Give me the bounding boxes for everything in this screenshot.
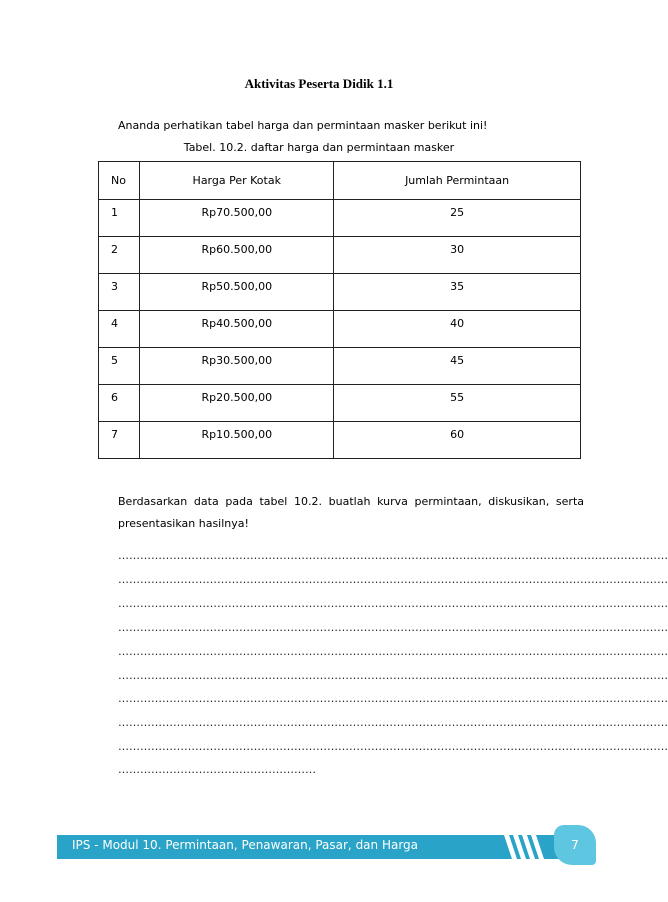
cell-price: Rp40.500,00 [140, 311, 334, 348]
cell-quantity: 30 [334, 237, 581, 274]
table-row [99, 385, 581, 422]
answer-line-short: ……………………………………………… [118, 763, 316, 776]
intro-text: Ananda perhatikan tabel harga dan permintaan masker berikut ini! [118, 119, 488, 132]
price-demand-table [98, 161, 581, 459]
cell-quantity: 35 [334, 274, 581, 311]
page-number: 7 [554, 825, 596, 865]
answer-line: …………………………………………………………………………………………………………………………………… [118, 645, 668, 658]
footer-stripes-icon [502, 827, 554, 863]
task-instruction: Berdasarkan data pada tabel 10.2. buatlah kurva permintaan, diskusikan, serta presentasikan hasilnya! [118, 495, 584, 530]
column-header-quantity: Jumlah Permintaan [334, 162, 581, 200]
cell-quantity: 40 [334, 311, 581, 348]
column-header-no: No [99, 162, 140, 200]
cell-price: Rp30.500,00 [140, 348, 334, 385]
cell-no: 5 [99, 348, 140, 385]
answer-line: …………………………………………………………………………………………………………………………………… [118, 716, 668, 729]
cell-no: 7 [99, 422, 140, 459]
answer-line: …………………………………………………………………………………………………………………………………… [118, 597, 668, 610]
answer-line: …………………………………………………………………………………………………………………………………… [118, 740, 668, 753]
cell-quantity: 55 [334, 385, 581, 422]
cell-price: Rp20.500,00 [140, 385, 334, 422]
cell-quantity: 45 [334, 348, 581, 385]
cell-no: 1 [99, 200, 140, 237]
cell-price: Rp50.500,00 [140, 274, 334, 311]
cell-price: Rp70.500,00 [140, 200, 334, 237]
answer-line: …………………………………………………………………………………………………………………………………… [118, 692, 668, 705]
cell-no: 3 [99, 274, 140, 311]
activity-title: Aktivitas Peserta Didik 1.1 [244, 76, 394, 91]
table-row [99, 200, 581, 237]
table-row [99, 274, 581, 311]
table-row [99, 348, 581, 385]
cell-price: Rp60.500,00 [140, 237, 334, 274]
footer-module-title: IPS - Modul 10. Permintaan, Penawaran, Pasar, dan Harga [72, 838, 419, 852]
table-header-row [99, 162, 581, 200]
table-row [99, 311, 581, 348]
cell-no: 2 [99, 237, 140, 274]
cell-price: Rp10.500,00 [140, 422, 334, 459]
table-row [99, 422, 581, 459]
table-row [99, 237, 581, 274]
answer-line: …………………………………………………………………………………………………………………………………… [118, 573, 668, 586]
cell-quantity: 25 [334, 200, 581, 237]
table-caption: Tabel. 10.2. daftar harga dan permintaan masker [183, 141, 455, 154]
column-header-price: Harga Per Kotak [140, 162, 334, 200]
answer-line: …………………………………………………………………………………………………………………………………… [118, 621, 668, 634]
cell-quantity: 60 [334, 422, 581, 459]
cell-no: 4 [99, 311, 140, 348]
cell-no: 6 [99, 385, 140, 422]
answer-line: …………………………………………………………………………………………………………………………………… [118, 549, 668, 562]
answer-line: …………………………………………………………………………………………………………………………………… [118, 669, 668, 682]
